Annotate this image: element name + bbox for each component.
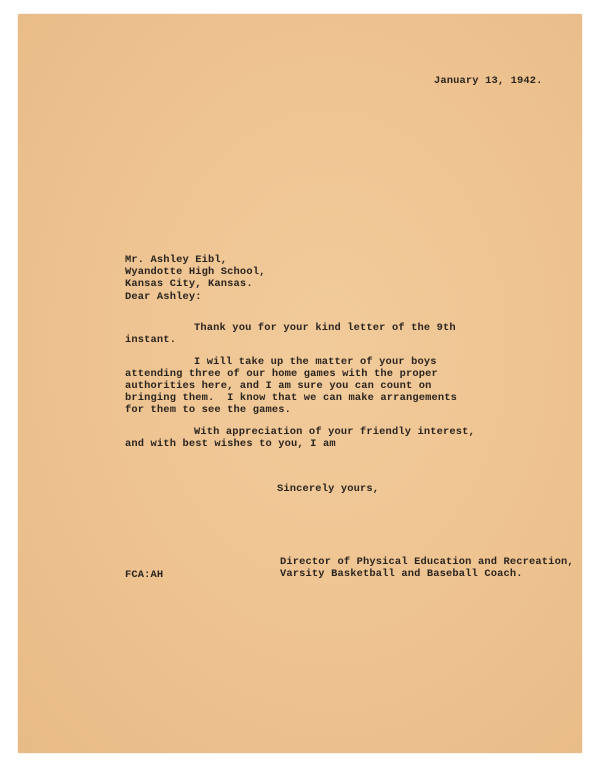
recipient-city: Kansas City, Kansas. [125,278,253,290]
paragraph-3-line-1: With appreciation of your friendly interest, [194,426,475,438]
paragraph-2-line-3: authorities here, and I am sure you can count on [125,380,432,392]
complimentary-closing: Sincerely yours, [277,483,380,495]
paragraph-1-line-1: Thank you for your kind letter of the 9th [194,322,456,334]
signature-title-line-2: Varsity Basketball and Baseball Coach. [280,568,523,580]
paragraph-1-line-2: instant. [125,334,177,346]
salutation: Dear Ashley: [125,291,202,303]
recipient-name: Mr. Ashley Eibl, [125,254,228,266]
paragraph-3-line-2: and with best wishes to you, I am [125,438,336,450]
reference-initials: FCA:AH [125,569,164,581]
paragraph-2-line-1: I will take up the matter of your boys [194,356,437,368]
signature-title-line-1: Director of Physical Education and Recreation, [280,556,574,568]
recipient-school: Wyandotte High School, [125,266,266,278]
letter-page [18,14,582,753]
paragraph-2-line-2: attending three of our home games with the proper [125,368,438,380]
paragraph-2-line-4: bringing them. I know that we can make arrangements [125,392,458,404]
letter-date: January 13, 1942. [434,75,543,87]
paragraph-2-line-5: for them to see the games. [125,404,292,416]
